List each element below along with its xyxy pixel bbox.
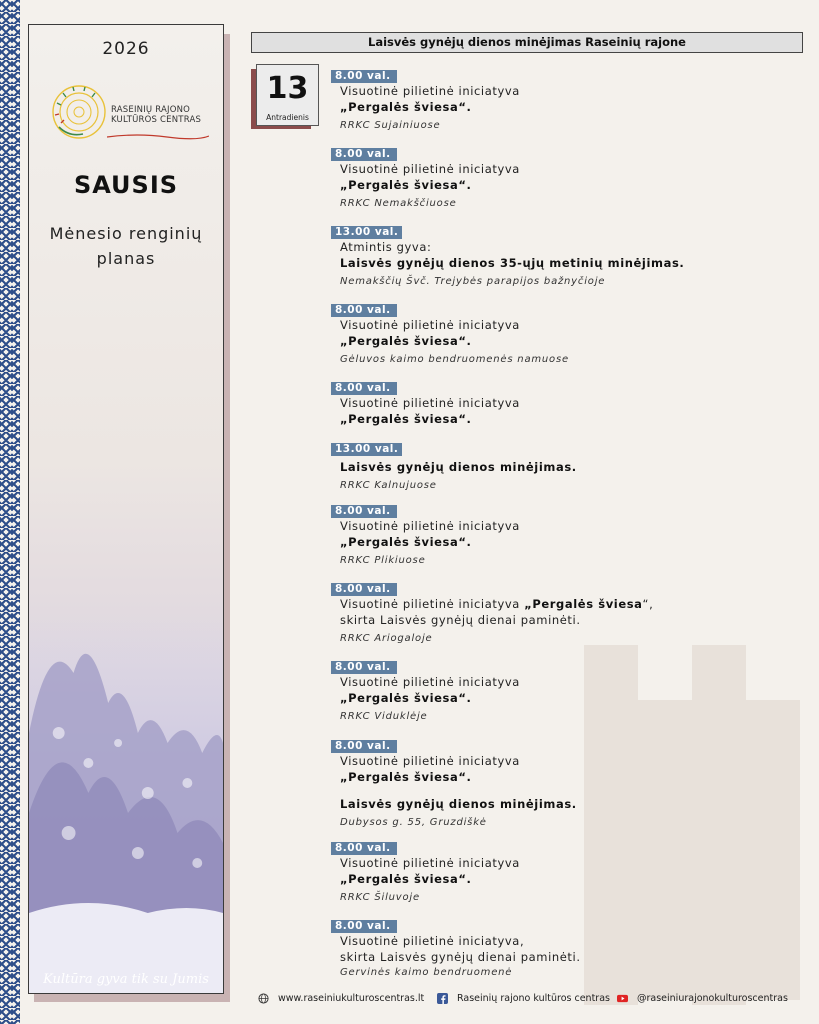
event-item xyxy=(331,376,801,427)
logo-underline xyxy=(107,131,209,141)
event-item xyxy=(331,298,801,365)
event-title: „Pergalės šviesa“. xyxy=(340,412,472,426)
event-time: 8.00 val. xyxy=(331,148,397,161)
footer-facebook[interactable] xyxy=(437,990,610,1006)
event-time: 8.00 val. xyxy=(331,842,397,855)
date-weekday: Antradienis xyxy=(266,113,309,122)
event-line: skirta Laisvės gynėjų dienai paminėti. xyxy=(340,613,581,627)
website-link[interactable]: www.raseiniukulturoscentras.lt xyxy=(278,992,425,1004)
plan-line-2: planas xyxy=(96,249,156,268)
date-box xyxy=(256,64,319,126)
event-title: „Pergalės šviesa“. xyxy=(340,178,472,192)
event-title: Laisvės gynėjų dienos minėjimas. xyxy=(340,797,577,811)
event-item xyxy=(331,437,801,491)
snowy-trees-image xyxy=(29,613,223,993)
sun-spiral-icon xyxy=(49,79,109,145)
event-time: 13.00 val. xyxy=(331,443,402,456)
event-line-post: “, xyxy=(642,597,654,611)
motto: Kultūra gyva tik su Jumis xyxy=(43,972,209,987)
event-time: 8.00 val. xyxy=(331,661,397,674)
event-place: RRKC Sujainiuose xyxy=(340,120,441,131)
event-title: „Pergalės šviesa“. xyxy=(340,770,472,784)
event-title: Laisvės gynėjų dienos minėjimas. xyxy=(340,460,577,474)
event-time: 13.00 val. xyxy=(331,226,402,239)
event-line: Visuotinė pilietinė iniciatyva xyxy=(340,84,520,98)
facebook-icon xyxy=(437,993,448,1004)
event-line-pre: Visuotinė pilietinė iniciatyva xyxy=(340,597,525,611)
event-time: 8.00 val. xyxy=(331,740,397,753)
event-item xyxy=(331,142,801,209)
event-line: Visuotinė pilietinė iniciatyva xyxy=(340,675,520,689)
event-line: Visuotinė pilietinė iniciatyva xyxy=(340,519,520,533)
event-title: Laisvės gynėjų dienos 35-ųjų metinių minėjimas. xyxy=(340,256,685,270)
event-time: 8.00 val. xyxy=(331,382,397,395)
event-place: Gervinės kaimo bendruomenė xyxy=(340,967,513,978)
event-title: „Pergalės šviesa“. xyxy=(340,691,472,705)
event-item xyxy=(331,499,801,566)
event-place: RRKC Ariogaloje xyxy=(340,633,433,644)
event-title: „Pergalės šviesa“. xyxy=(340,872,472,886)
month-panel xyxy=(28,24,224,994)
event-place: Nemakščių Švč. Trejybės parapijos bažnyčioje xyxy=(340,276,606,287)
event-item xyxy=(331,577,801,644)
event-title: „Pergalės šviesa“. xyxy=(340,100,472,114)
plan-line-1: Mėnesio renginių xyxy=(49,224,203,243)
event-line: Atmintis gyva: xyxy=(340,240,432,254)
event-item xyxy=(331,220,801,287)
event-place: RRKC Plikiuose xyxy=(340,555,426,566)
page-header: Laisvės gynėjų dienos minėjimas Raseinių rajone xyxy=(251,32,803,53)
event-line: Visuotinė pilietinė iniciatyva xyxy=(340,396,520,410)
event-line: Visuotinė pilietinė iniciatyva xyxy=(340,318,520,332)
event-line xyxy=(331,596,801,612)
event-place: Dubysos g. 55, Gruzdiškė xyxy=(340,817,487,828)
event-line: Visuotinė pilietinė iniciatyva, xyxy=(340,934,525,948)
event-time: 8.00 val. xyxy=(331,304,397,317)
facebook-link[interactable]: Raseinių rajono kultūros centras xyxy=(457,992,610,1004)
plan-subtitle xyxy=(29,221,223,271)
event-title: „Pergalės šviesa“. xyxy=(340,535,472,549)
logo-line-2: KULTŪROS CENTRAS xyxy=(111,115,202,125)
youtube-link[interactable]: @raseiniurajonokulturoscentras xyxy=(637,992,788,1004)
logo-text xyxy=(111,105,201,125)
folk-pattern-border xyxy=(0,0,20,1024)
footer-website[interactable] xyxy=(258,990,424,1006)
event-place: RRKC Nemakščiuose xyxy=(340,198,457,209)
event-time: 8.00 val. xyxy=(331,70,397,83)
event-line: Visuotinė pilietinė iniciatyva xyxy=(340,162,520,176)
event-time: 8.00 val. xyxy=(331,505,397,518)
event-line: skirta Laisvės gynėjų dienai paminėti. xyxy=(340,950,581,964)
globe-icon xyxy=(258,993,269,1004)
year: 2026 xyxy=(102,39,150,59)
event-place: RRKC Viduklėje xyxy=(340,711,428,722)
event-item xyxy=(331,655,801,722)
event-item xyxy=(331,734,801,828)
month-title: SAUSIS xyxy=(73,171,179,199)
event-time: 8.00 val. xyxy=(331,583,397,596)
event-time: 8.00 val. xyxy=(331,920,397,933)
event-line: Visuotinė pilietinė iniciatyva xyxy=(340,754,520,768)
event-place: RRKC Šiluvoje xyxy=(340,892,420,903)
date-number: 13 xyxy=(266,71,309,106)
event-item xyxy=(331,836,801,903)
event-title-inline: „Pergalės šviesa xyxy=(524,597,643,611)
event-place: Gėluvos kaimo bendruomenės namuose xyxy=(340,354,569,365)
event-place: RRKC Kalnujuose xyxy=(340,480,437,491)
event-title: „Pergalės šviesa“. xyxy=(340,334,472,348)
youtube-icon xyxy=(617,993,628,1004)
event-item xyxy=(331,64,801,131)
footer-youtube[interactable] xyxy=(617,990,788,1006)
logo-line-1: RASEINIŲ RAJONO xyxy=(111,105,191,115)
event-item xyxy=(331,914,801,978)
organization-logo xyxy=(49,79,209,145)
event-line: Visuotinė pilietinė iniciatyva xyxy=(340,856,520,870)
